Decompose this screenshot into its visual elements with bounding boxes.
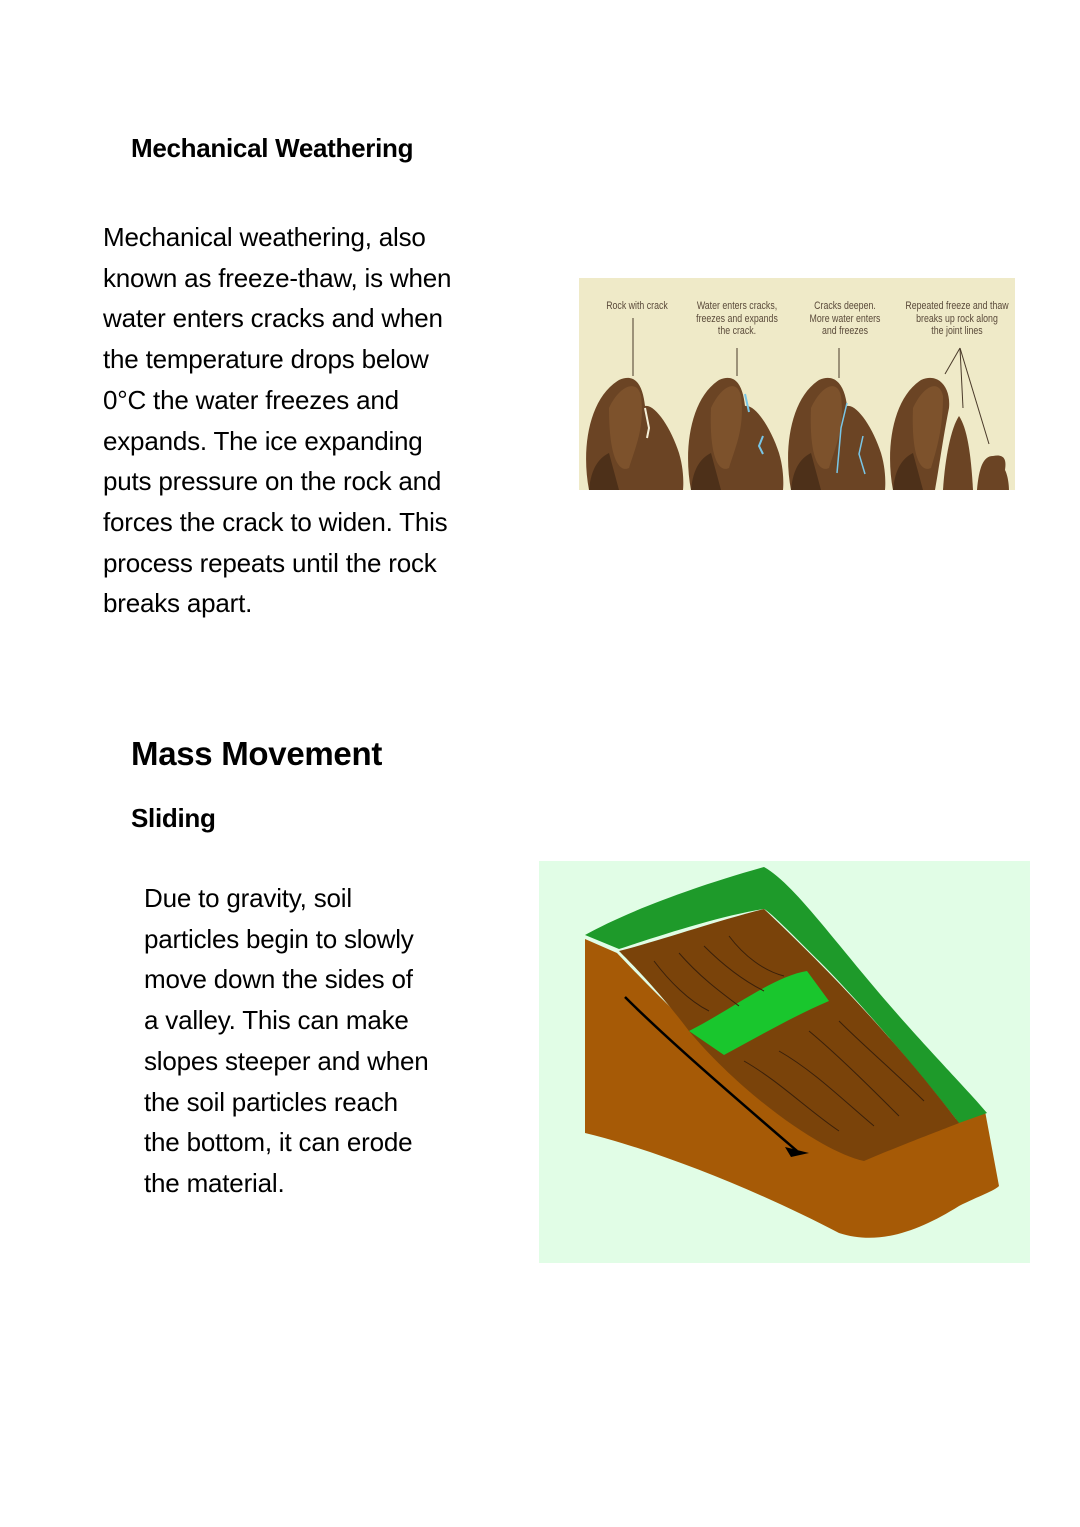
text-line: water enters cracks and when <box>103 303 443 334</box>
caption-stage-4: Repeated freeze and thaw breaks up rock along the joint lines <box>905 300 1009 337</box>
text-line: expands. The ice expanding <box>103 425 423 456</box>
freeze-thaw-diagram <box>579 278 1015 490</box>
text-line: move down the sides of <box>144 964 413 995</box>
text-line: breaks apart. <box>103 588 253 619</box>
text-line: process repeats until the rock <box>103 547 437 578</box>
subheading-sliding: Sliding <box>131 803 216 833</box>
text-line: particles begin to slowly <box>144 923 414 954</box>
section-heading-mass-movement: Mass Movement <box>131 735 383 772</box>
slope-illustration <box>539 861 1030 1263</box>
rock-illustrations <box>579 278 1015 490</box>
text-line: slopes steeper and when <box>144 1045 429 1076</box>
text-line: known as freeze-thaw, is when <box>103 262 452 293</box>
mechanical-weathering-paragraph <box>103 217 451 624</box>
caption-stage-3: Cracks deepen. More water enters and freezes <box>809 300 881 337</box>
text-line: forces the crack to widen. This <box>103 506 448 537</box>
text-line: Mechanical weathering, also <box>103 222 426 252</box>
caption-stage-2: Water enters cracks, freezes and expands the crack. <box>696 300 778 337</box>
text-line: Due to gravity, soil <box>144 883 352 913</box>
section-heading-mechanical-weathering: Mechanical Weathering <box>131 133 414 163</box>
text-line: the temperature drops below <box>103 344 429 375</box>
text-line: the soil particles reach <box>144 1086 398 1117</box>
sliding-paragraph <box>144 878 429 1204</box>
text-line: 0°C the water freezes and <box>103 384 399 415</box>
sliding-slope-diagram <box>539 861 1030 1263</box>
text-line: a valley. This can make <box>144 1005 409 1036</box>
text-line: the material. <box>144 1167 285 1198</box>
text-line: the bottom, it can erode <box>144 1127 413 1158</box>
caption-stage-1: Rock with crack <box>606 300 668 312</box>
text-line: puts pressure on the rock and <box>103 466 442 497</box>
